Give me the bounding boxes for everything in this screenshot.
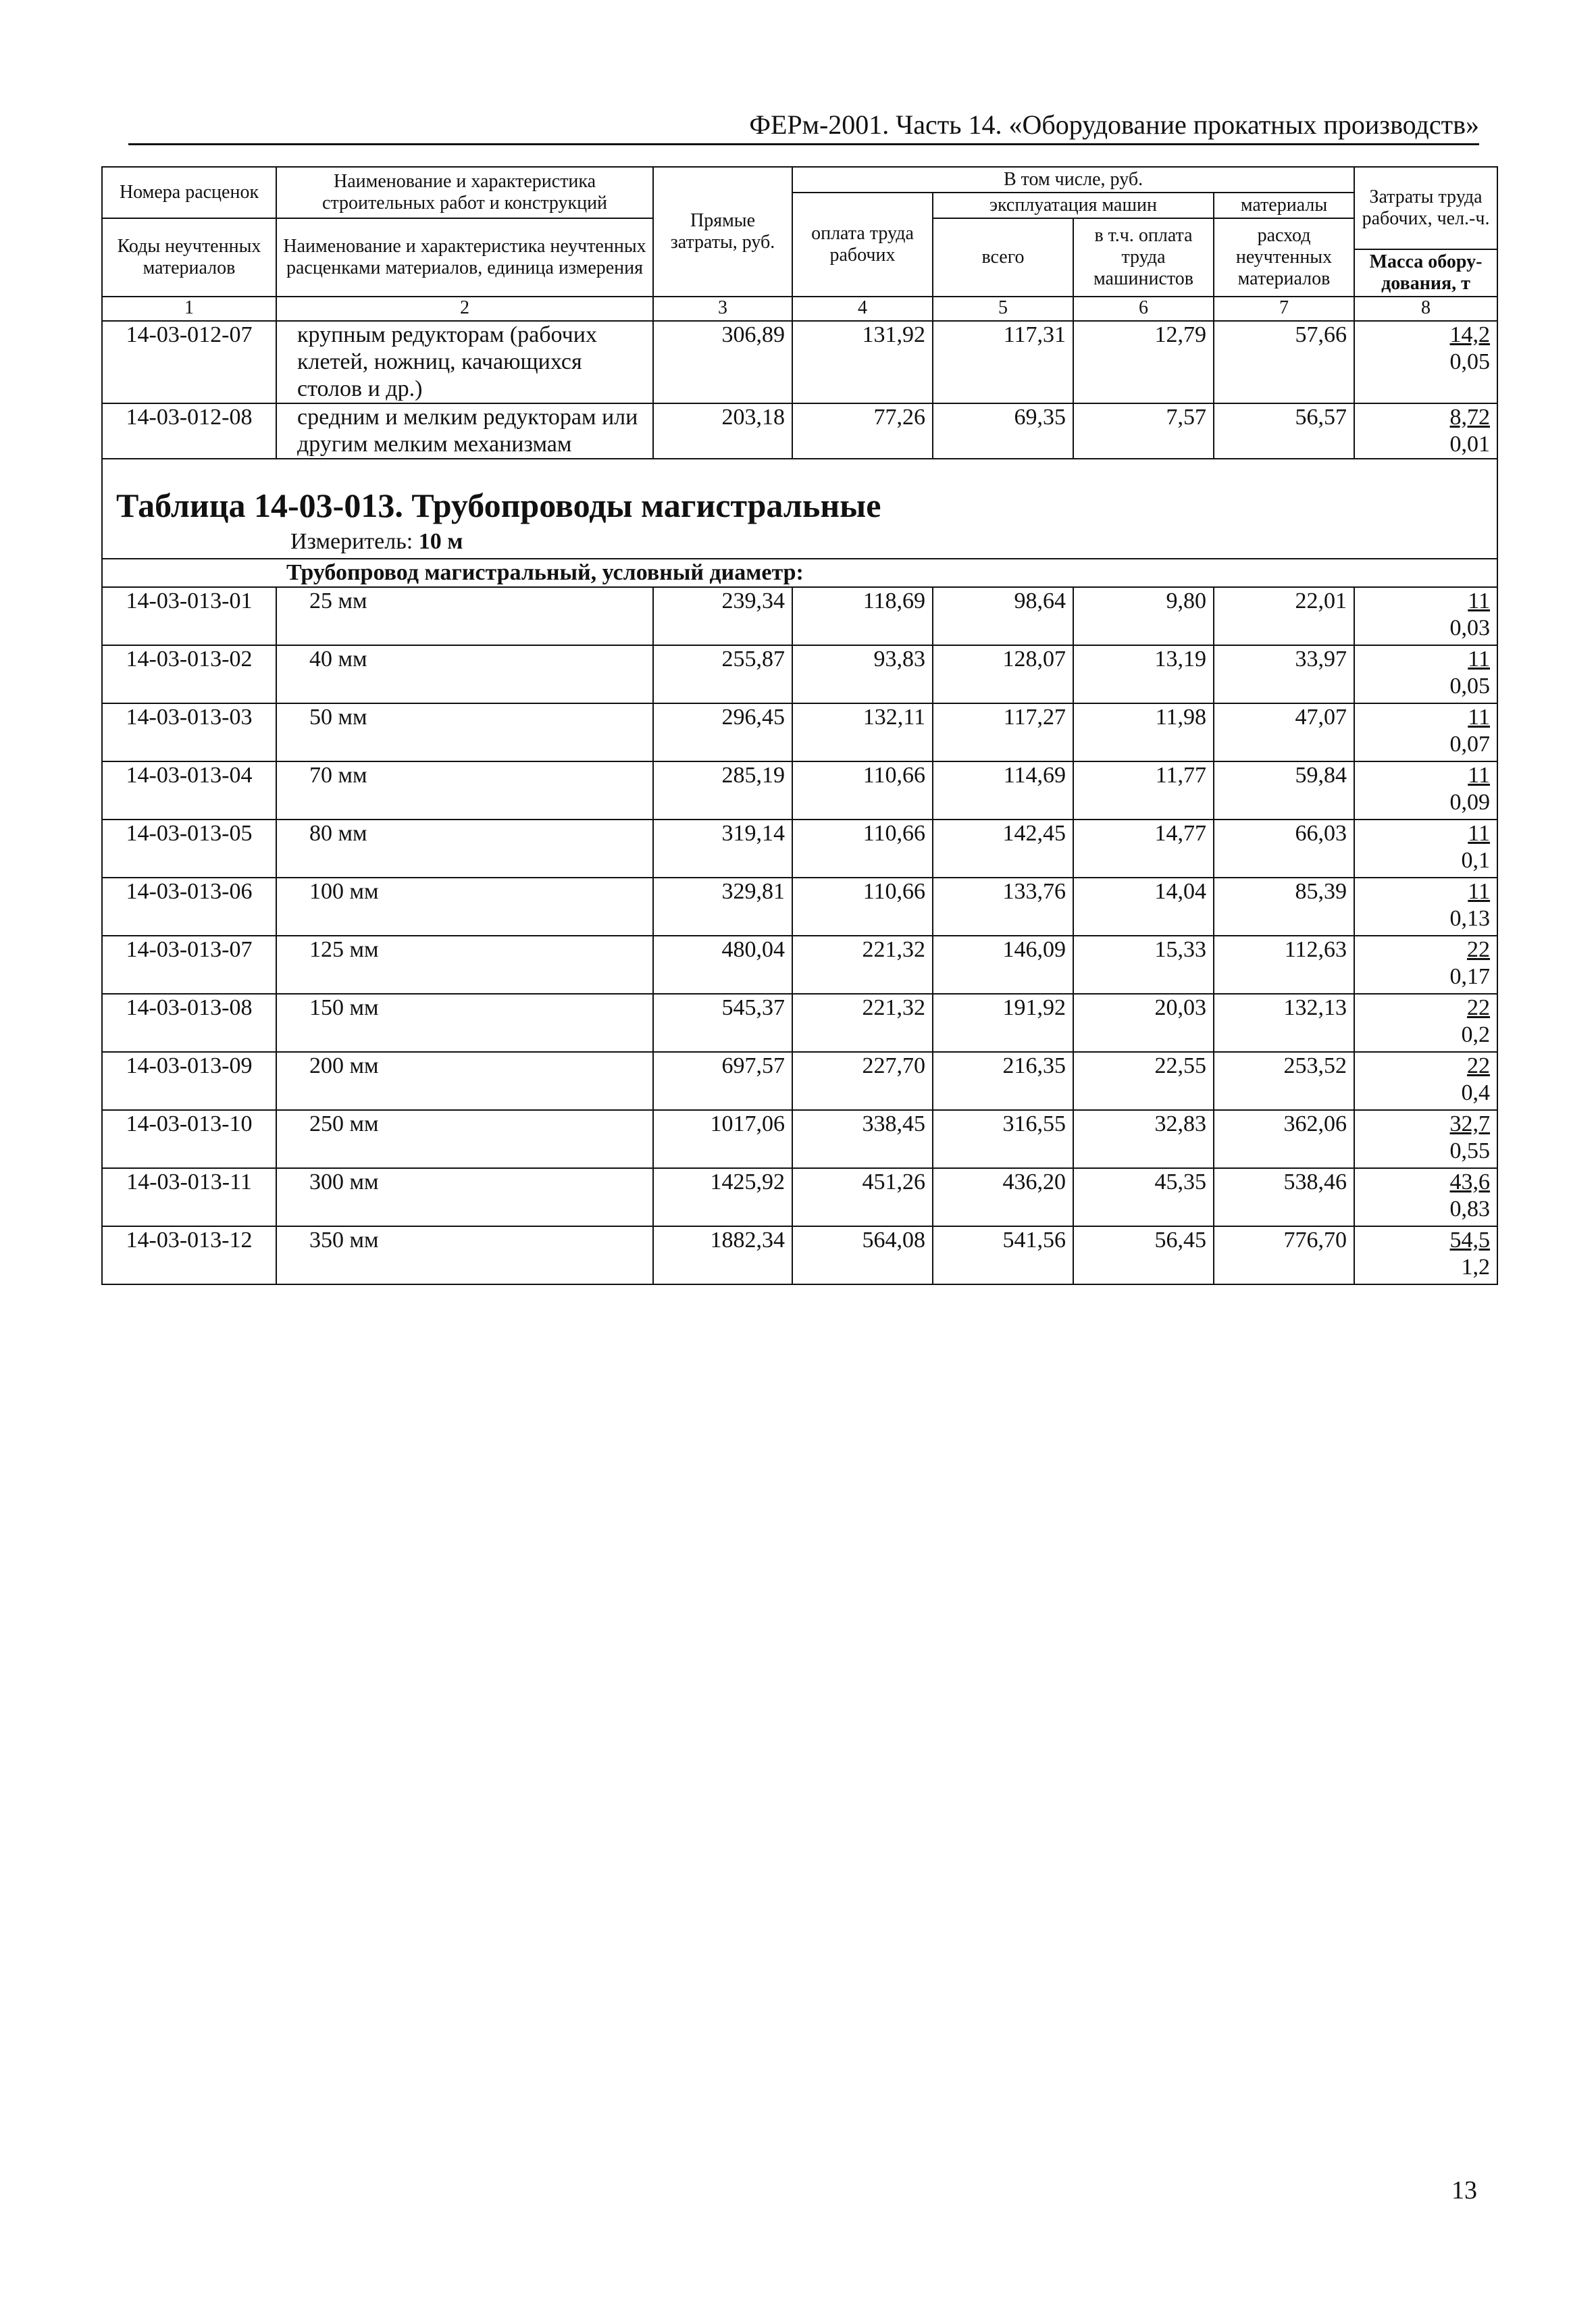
labor-hours: 11	[1468, 705, 1491, 730]
column-number: 3	[653, 297, 792, 321]
machinist-pay: 11,77	[1073, 761, 1214, 820]
machines-total: 98,64	[933, 587, 1073, 645]
table-row	[102, 936, 1497, 994]
header-material-name: Наименование и характеристика неучтенных расценками материалов, единица измерения	[276, 218, 653, 297]
labor-hours: 11	[1468, 647, 1491, 672]
rate-code: 14-03-012-08	[102, 403, 276, 459]
materials: 362,06	[1214, 1110, 1354, 1168]
equipment-mass: 0,01	[1449, 432, 1491, 457]
direct-costs: 255,87	[653, 645, 792, 703]
table-row	[102, 820, 1497, 878]
page-number: 13	[1451, 2176, 1477, 2205]
labor-and-mass	[1354, 1052, 1497, 1110]
direct-costs: 1425,92	[653, 1168, 792, 1226]
header-machines-total: всего	[933, 218, 1073, 297]
machinist-pay: 56,45	[1073, 1226, 1214, 1284]
rate-code: 14-03-013-09	[102, 1052, 276, 1110]
equipment-mass: 0,09	[1449, 790, 1491, 815]
direct-costs: 545,37	[653, 994, 792, 1052]
header-including: В том числе, руб.	[792, 167, 1354, 193]
work-name: 25 мм	[276, 587, 653, 645]
labor-and-mass	[1354, 820, 1497, 878]
header-materials: материалы	[1214, 193, 1354, 218]
direct-costs: 306,89	[653, 321, 792, 403]
direct-costs: 480,04	[653, 936, 792, 994]
materials: 85,39	[1214, 878, 1354, 936]
labor-hours: 14,2	[1449, 322, 1491, 347]
work-name: 70 мм	[276, 761, 653, 820]
labor-hours: 11	[1468, 821, 1491, 846]
direct-costs: 697,57	[653, 1052, 792, 1110]
equipment-mass: 0,07	[1449, 732, 1491, 757]
machines-total: 142,45	[933, 820, 1073, 878]
header-rule	[128, 143, 1479, 145]
header-material-codes: Коды неучтенных материалов	[102, 218, 276, 297]
labor-and-mass	[1354, 936, 1497, 994]
header-material-consumption: расход неучтенных материалов	[1214, 218, 1354, 297]
labor-pay: 221,32	[792, 994, 933, 1052]
equipment-mass: 0,05	[1449, 349, 1491, 374]
rate-code: 14-03-013-04	[102, 761, 276, 820]
section-header-row	[102, 459, 1497, 587]
column-number: 7	[1214, 297, 1354, 321]
materials: 56,57	[1214, 403, 1354, 459]
column-numbers-row	[102, 297, 1497, 321]
header-labor-pay: оплата труда рабочих	[792, 193, 933, 297]
rates-sheet	[101, 166, 1497, 1285]
header-machines: эксплуатация машин	[933, 193, 1214, 218]
equipment-mass: 0,4	[1461, 1080, 1491, 1105]
materials: 22,01	[1214, 587, 1354, 645]
direct-costs: 1882,34	[653, 1226, 792, 1284]
direct-costs: 329,81	[653, 878, 792, 936]
table-row	[102, 878, 1497, 936]
materials: 33,97	[1214, 645, 1354, 703]
machinist-pay: 9,80	[1073, 587, 1214, 645]
work-name: 125 мм	[276, 936, 653, 994]
direct-costs: 285,19	[653, 761, 792, 820]
machines-total: 146,09	[933, 936, 1073, 994]
equipment-mass: 0,05	[1449, 674, 1491, 699]
labor-pay: 564,08	[792, 1226, 933, 1284]
table-title: Таблица 14-03-013. Трубопроводы магистральные	[116, 486, 881, 524]
equipment-mass: 0,1	[1461, 848, 1491, 873]
machines-total: 128,07	[933, 645, 1073, 703]
table-row	[102, 403, 1497, 459]
equipment-mass: 0,83	[1449, 1197, 1491, 1222]
labor-hours: 11	[1468, 588, 1491, 613]
machines-total: 133,76	[933, 878, 1073, 936]
header-equipment-mass: Масса обору-дования, т	[1354, 249, 1497, 297]
equipment-mass: 0,13	[1449, 906, 1491, 931]
rate-code: 14-03-013-01	[102, 587, 276, 645]
labor-hours: 22	[1467, 1053, 1491, 1078]
labor-and-mass	[1354, 403, 1497, 459]
machinist-pay: 11,98	[1073, 703, 1214, 761]
work-name: 300 мм	[276, 1168, 653, 1226]
materials: 47,07	[1214, 703, 1354, 761]
materials: 57,66	[1214, 321, 1354, 403]
table-row	[102, 1226, 1497, 1284]
work-name: 80 мм	[276, 820, 653, 878]
direct-costs: 1017,06	[653, 1110, 792, 1168]
rate-code: 14-03-013-05	[102, 820, 276, 878]
labor-and-mass	[1354, 878, 1497, 936]
table-row	[102, 645, 1497, 703]
equipment-mass: 0,03	[1449, 615, 1491, 640]
labor-and-mass	[1354, 761, 1497, 820]
materials: 112,63	[1214, 936, 1354, 994]
work-name: крупным редукторам (рабочих клетей, ножниц, качающихся столов и др.)	[276, 321, 653, 403]
column-number: 4	[792, 297, 933, 321]
labor-and-mass	[1354, 1226, 1497, 1284]
labor-pay: 93,83	[792, 645, 933, 703]
labor-and-mass	[1354, 321, 1497, 403]
labor-pay: 338,45	[792, 1110, 933, 1168]
table-row	[102, 1110, 1497, 1168]
machinist-pay: 12,79	[1073, 321, 1214, 403]
direct-costs: 203,18	[653, 403, 792, 459]
labor-hours: 22	[1467, 995, 1491, 1020]
labor-hours: 11	[1468, 879, 1491, 904]
materials: 776,70	[1214, 1226, 1354, 1284]
machinist-pay: 32,83	[1073, 1110, 1214, 1168]
measure-line	[103, 528, 1497, 558]
rate-code: 14-03-012-07	[102, 321, 276, 403]
work-name: 350 мм	[276, 1226, 653, 1284]
labor-and-mass	[1354, 645, 1497, 703]
machinist-pay: 14,77	[1073, 820, 1214, 878]
rate-code: 14-03-013-03	[102, 703, 276, 761]
group-title: Трубопровод магистральный, условный диаметр:	[103, 558, 1497, 586]
machinist-pay: 15,33	[1073, 936, 1214, 994]
table-row	[102, 321, 1497, 403]
materials: 66,03	[1214, 820, 1354, 878]
labor-pay: 110,66	[792, 761, 933, 820]
section-header	[102, 459, 1497, 587]
labor-and-mass	[1354, 587, 1497, 645]
header-rate-numbers: Номера расценок	[102, 167, 276, 218]
equipment-mass: 0,17	[1449, 964, 1491, 989]
direct-costs: 239,34	[653, 587, 792, 645]
machines-total: 541,56	[933, 1226, 1073, 1284]
table-row	[102, 587, 1497, 645]
measure-label: Измеритель:	[290, 529, 413, 554]
machines-total: 191,92	[933, 994, 1073, 1052]
machines-total: 117,27	[933, 703, 1073, 761]
rate-code: 14-03-013-08	[102, 994, 276, 1052]
labor-pay: 110,66	[792, 820, 933, 878]
machines-total: 216,35	[933, 1052, 1073, 1110]
labor-pay: 221,32	[792, 936, 933, 994]
materials: 538,46	[1214, 1168, 1354, 1226]
work-name: 150 мм	[276, 994, 653, 1052]
header-machinist-pay: в т.ч. оплата труда машинистов	[1073, 218, 1214, 297]
header-work-name: Наименование и характеристика строительных работ и конструкций	[276, 167, 653, 218]
machinist-pay: 7,57	[1073, 403, 1214, 459]
labor-hours: 54,5	[1449, 1228, 1491, 1253]
column-number: 5	[933, 297, 1073, 321]
machinist-pay: 14,04	[1073, 878, 1214, 936]
rate-code: 14-03-013-07	[102, 936, 276, 994]
labor-hours: 43,6	[1449, 1169, 1491, 1194]
running-header: ФЕРм-2001. Часть 14. «Оборудование прокатных производств»	[749, 109, 1479, 140]
machinist-pay: 45,35	[1073, 1168, 1214, 1226]
work-name: средним и мелким редукторам или другим мелким механизмам	[276, 403, 653, 459]
table-row	[102, 1168, 1497, 1226]
labor-and-mass	[1354, 1110, 1497, 1168]
work-name: 200 мм	[276, 1052, 653, 1110]
header-labor-hours: Затраты труда рабочих, чел.-ч.	[1354, 167, 1497, 249]
equipment-mass: 0,2	[1461, 1022, 1491, 1047]
measure-value: 10 м	[418, 529, 463, 554]
column-number: 8	[1354, 297, 1497, 321]
work-name: 250 мм	[276, 1110, 653, 1168]
labor-hours: 11	[1468, 763, 1491, 788]
column-number: 1	[102, 297, 276, 321]
materials: 132,13	[1214, 994, 1354, 1052]
machines-total: 316,55	[933, 1110, 1073, 1168]
work-name: 40 мм	[276, 645, 653, 703]
machinist-pay: 20,03	[1073, 994, 1214, 1052]
work-name: 50 мм	[276, 703, 653, 761]
table-row	[102, 761, 1497, 820]
machines-total: 69,35	[933, 403, 1073, 459]
labor-pay: 110,66	[792, 878, 933, 936]
column-number: 2	[276, 297, 653, 321]
labor-and-mass	[1354, 994, 1497, 1052]
work-name: 100 мм	[276, 878, 653, 936]
direct-costs: 319,14	[653, 820, 792, 878]
labor-pay: 77,26	[792, 403, 933, 459]
table-row	[102, 703, 1497, 761]
labor-pay: 227,70	[792, 1052, 933, 1110]
rate-code: 14-03-013-06	[102, 878, 276, 936]
column-number: 6	[1073, 297, 1214, 321]
labor-pay: 451,26	[792, 1168, 933, 1226]
direct-costs: 296,45	[653, 703, 792, 761]
labor-hours: 22	[1467, 937, 1491, 962]
machines-total: 114,69	[933, 761, 1073, 820]
labor-pay: 131,92	[792, 321, 933, 403]
rate-code: 14-03-013-02	[102, 645, 276, 703]
machinist-pay: 13,19	[1073, 645, 1214, 703]
labor-pay: 132,11	[792, 703, 933, 761]
labor-and-mass	[1354, 1168, 1497, 1226]
labor-and-mass	[1354, 703, 1497, 761]
rate-code: 14-03-013-10	[102, 1110, 276, 1168]
equipment-mass: 0,55	[1449, 1138, 1491, 1163]
labor-hours: 8,72	[1449, 405, 1491, 430]
rates-table	[101, 166, 1498, 1285]
machines-total: 436,20	[933, 1168, 1073, 1226]
header-direct-costs: Прямые затраты, руб.	[653, 167, 792, 297]
rate-code: 14-03-013-11	[102, 1168, 276, 1226]
materials: 59,84	[1214, 761, 1354, 820]
machinist-pay: 22,55	[1073, 1052, 1214, 1110]
labor-pay: 118,69	[792, 587, 933, 645]
machines-total: 117,31	[933, 321, 1073, 403]
rate-code: 14-03-013-12	[102, 1226, 276, 1284]
table-row	[102, 1052, 1497, 1110]
table-row	[102, 994, 1497, 1052]
labor-hours: 32,7	[1449, 1111, 1491, 1136]
materials: 253,52	[1214, 1052, 1354, 1110]
equipment-mass: 1,2	[1461, 1255, 1491, 1280]
